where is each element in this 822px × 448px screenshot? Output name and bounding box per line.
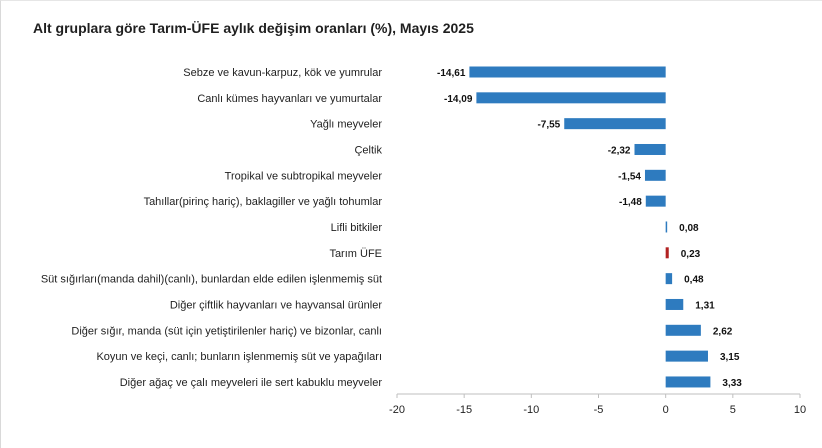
value-label: 0,23 (680, 248, 701, 260)
value-label: 2,62 (712, 326, 733, 338)
chart-title: Alt gruplara göre Tarım-ÜFE aylık değişim oranları (%), Mayıs 2025 (33, 20, 474, 36)
bar (666, 351, 708, 362)
x-tick-label: 5 (729, 404, 736, 416)
bar (645, 170, 666, 181)
value-label: -7,55 (537, 119, 561, 131)
value-label: -14,09 (444, 93, 473, 105)
value-label: 1,31 (695, 300, 715, 312)
bar (476, 92, 665, 103)
category-label: Süt sığırları(manda dahil)(canlı), bunlardan elde edilen işlenmemiş süt (40, 273, 382, 286)
x-tick-label: -5 (593, 404, 604, 416)
x-tick-label: -10 (523, 404, 540, 416)
bar (666, 221, 668, 232)
category-label: Diğer sığır, manda (süt için yetiştirilenler hariç) ve bizonlar, canlı (71, 325, 382, 338)
value-label: -14,61 (437, 68, 466, 79)
value-label: 0,48 (684, 274, 704, 286)
category-label: Diğer çiftlik hayvanları ve hayvansal ürünler (169, 299, 382, 312)
category-label: Diğer ağaç ve çalı meyveleri ile sert kabuklu meyveler (119, 376, 382, 389)
category-label: Lifli bitkiler (330, 221, 382, 234)
x-tick-label: -15 (456, 404, 473, 416)
value-label: -1,48 (618, 197, 642, 209)
bar (635, 144, 666, 155)
bar (646, 196, 666, 207)
category-label: Tarım ÜFE (329, 247, 382, 260)
value-label: -2,32 (607, 145, 631, 157)
bar (469, 67, 665, 78)
x-tick-label: 10 (793, 404, 807, 416)
category-label: Sebze ve kavun-karpuz, kök ve yumrular (183, 67, 382, 79)
bar (564, 118, 665, 129)
bar (666, 376, 711, 387)
category-label: Canlı kümes hayvanları ve yumurtalar (197, 92, 382, 105)
category-label: Koyun ve keçi, canlı; bunların işlenmemiş süt ve yapağıları (96, 351, 382, 364)
value-label: 3,15 (719, 352, 740, 364)
category-label: Tropikal ve subtropikal meyveler (224, 170, 382, 183)
x-tick-label: -20 (389, 404, 405, 416)
x-tick-label: 0 (662, 404, 669, 416)
bar (666, 273, 672, 284)
bar (666, 325, 701, 336)
category-label: Tahıllar(pirinç hariç), baklagiller ve yağlı tohumlar (143, 196, 382, 209)
category-label: Çeltik (354, 144, 382, 157)
value-label: -1,54 (618, 171, 641, 183)
bar (666, 299, 684, 310)
bar (666, 247, 669, 258)
value-label: 3,33 (722, 377, 742, 389)
category-label: Yağlı meyveler (310, 118, 382, 131)
value-label: 0,08 (679, 222, 699, 234)
